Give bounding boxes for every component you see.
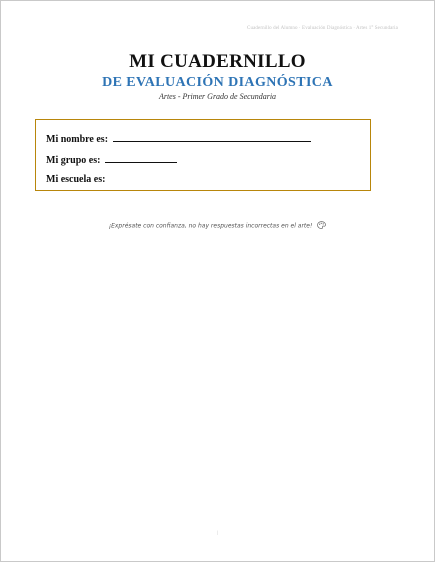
name-blank-line[interactable] <box>113 132 311 142</box>
school-field <box>46 174 105 185</box>
school-label: Mi escuela es: <box>46 174 106 185</box>
running-header: Cuadernillo del Alumno · Evaluación Diagnóstica · Artes 1° Secundaria <box>247 26 398 31</box>
cover-subtitle: DE EVALUACIÓN DIAGNÓSTICA <box>102 75 333 90</box>
group-blank-line[interactable] <box>105 153 177 163</box>
name-label: Mi nombre es: <box>46 134 109 145</box>
group-field <box>46 153 177 166</box>
student-info-box <box>35 119 371 191</box>
name-field <box>46 132 311 145</box>
cover-title: MI CUADERNILLO <box>129 51 306 72</box>
encouragement-line <box>1 221 434 231</box>
grade-line: Artes - Primer Grado de Secundaria <box>158 92 277 101</box>
encouragement-text: ¡Exprésate con confianza, no hay respuestas incorrectas en el arte! <box>108 222 313 230</box>
page-footer-marker: | <box>216 531 218 536</box>
group-label: Mi grupo es: <box>46 155 101 166</box>
palette-icon <box>317 221 326 231</box>
